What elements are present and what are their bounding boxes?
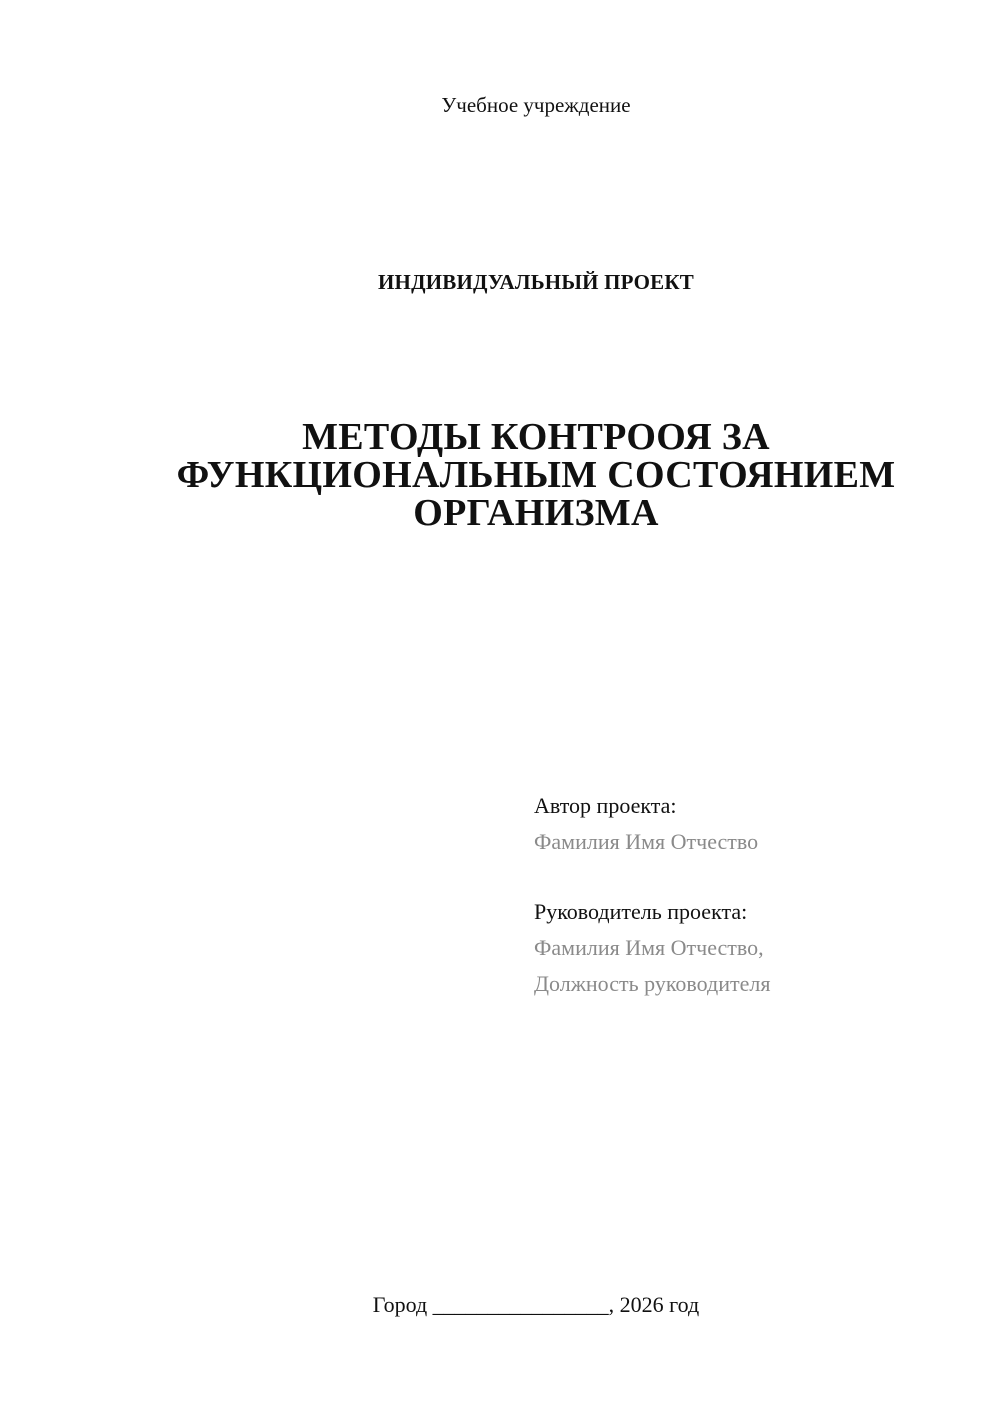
project-title-line-1: МЕТОДЫ КОНТРООЯ ЗА — [302, 416, 770, 458]
project-type-heading: ИНДИВИДУАЛЬНЫЙ ПРОЕКТ — [378, 270, 694, 294]
project-title-line-2: ФУНКЦИОНАЛЬНЫМ СОСТОЯНИЕМ — [176, 454, 896, 496]
spacer — [534, 860, 974, 894]
author-block — [534, 788, 974, 1002]
institution-name: Учебное учреждение — [441, 93, 631, 117]
supervisor-name: Фамилия Имя Отчество, — [534, 935, 764, 960]
project-title-line-3: ОРГАНИЗМА — [413, 492, 659, 534]
author-name: Фамилия Имя Отчество — [534, 829, 759, 854]
author-label: Автор проекта: — [534, 793, 677, 818]
city-year-line: Город ________________, 2026 год — [372, 1292, 700, 1317]
project-title — [150, 418, 922, 532]
supervisor-position: Должность руководителя — [534, 971, 771, 996]
supervisor-label: Руководитель проекта: — [534, 899, 748, 924]
